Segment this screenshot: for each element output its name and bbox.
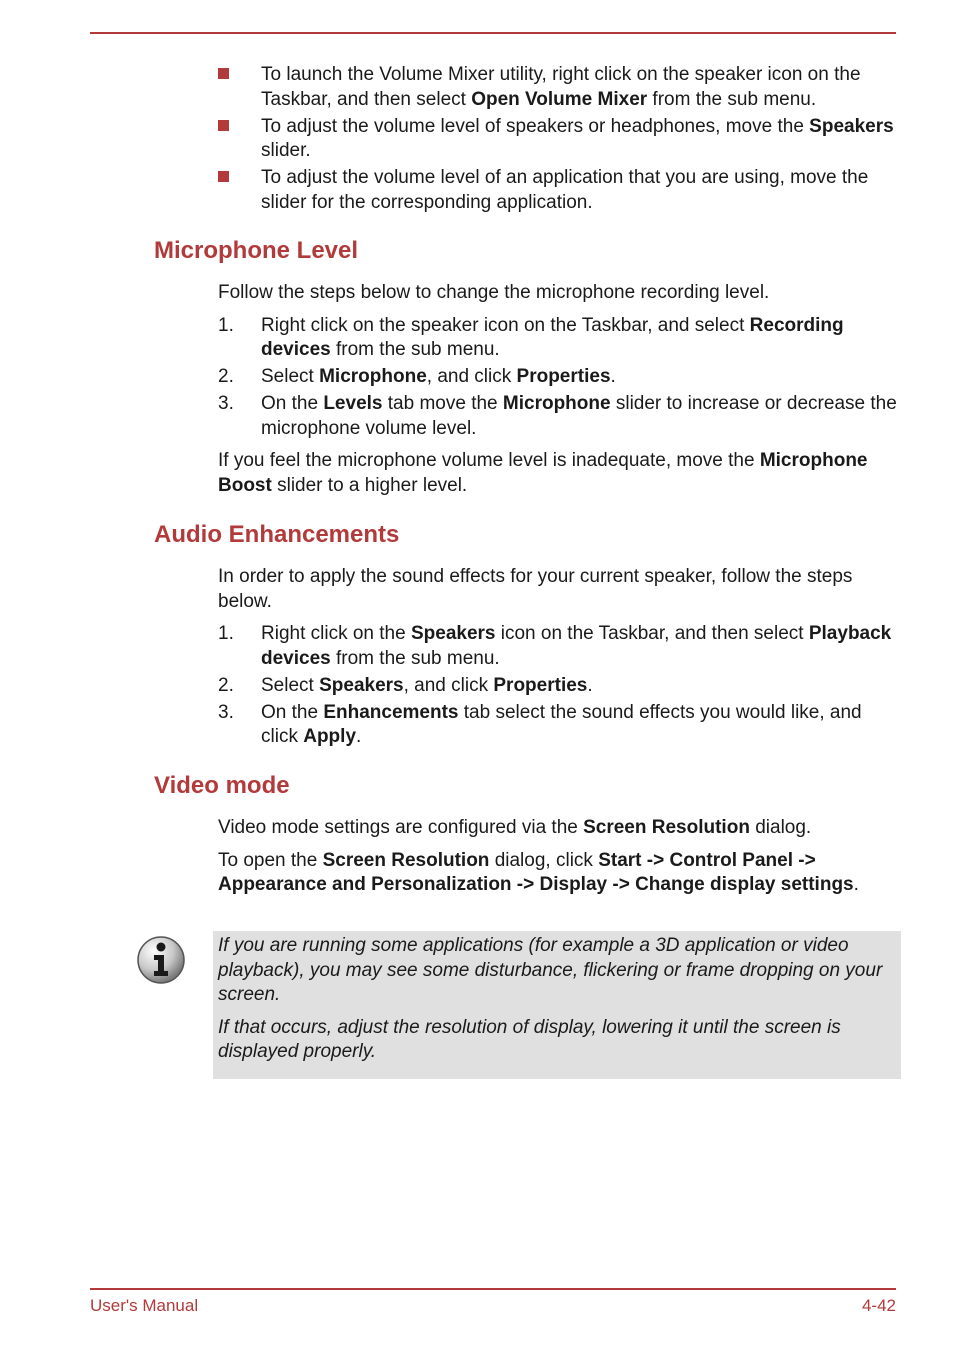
- bullet-square-icon: [218, 171, 229, 182]
- bullet-item: To launch the Volume Mixer utility, right click on the speaker icon on the Taskbar, and then select Open Volume Mixer from the sub menu.: [216, 63, 906, 112]
- page-number: 4-42: [861, 1296, 896, 1315]
- paragraph: In order to apply the sound effects for your current speaker, follow the steps below.: [218, 566, 853, 612]
- note-paragraph: If that occurs, adjust the resolution of display, lowering it until the screen is displayed properly.: [218, 1016, 841, 1062]
- list-item: 2. Select Speakers, and click Properties.: [218, 674, 593, 696]
- steps-list: [218, 622, 898, 750]
- paragraph: Video mode settings are configured via the Screen Resolution dialog.: [218, 817, 812, 838]
- footer-manual-title: User's Manual: [90, 1296, 199, 1315]
- list-item: 3. On the Enhancements tab select the sound effects you would like, and click Apply.: [218, 701, 862, 747]
- note-paragraph: If you are running some applications (for example a 3D application or video playback), you may see some disturbance, flickering or frame dropping on your screen.: [218, 935, 883, 1005]
- header-rule: [90, 32, 896, 34]
- paragraph: To open the Screen Resolution dialog, click Start -> Control Panel -> Appearance and Personalization -> Display -> Change display settings.: [218, 849, 859, 895]
- list-item: 1. Right click on the Speakers icon on the Taskbar, and then select Playback devices from the sub menu.: [218, 623, 892, 669]
- bullet-item: To adjust the volume level of an application that you are using, move the slider for the corresponding application.: [216, 166, 906, 215]
- bullet-square-icon: [218, 120, 229, 131]
- heading-microphone-level: Microphone Level: [154, 237, 359, 264]
- footer-rule: [90, 1288, 896, 1290]
- list-item: 1. Right click on the speaker icon on the Taskbar, and select Recording devices from the sub menu.: [218, 314, 844, 360]
- bullet-list: [216, 63, 906, 218]
- audio-section: [218, 565, 898, 758]
- list-item: 2. Select Microphone, and click Properties.: [218, 366, 616, 387]
- steps-list: [218, 314, 898, 442]
- heading-audio-enhancements: Audio Enhancements: [154, 521, 400, 548]
- list-item: 3. On the Levels tab move the Microphone slider to increase or decrease the microphone volume level.: [218, 393, 897, 439]
- microphone-section: [218, 281, 898, 506]
- bullet-square-icon: [218, 68, 229, 79]
- video-section: [218, 816, 898, 906]
- info-icon: [136, 935, 186, 985]
- paragraph: If you feel the microphone volume level is inadequate, move the Microphone Boost slider to a higher level.: [218, 450, 868, 496]
- paragraph: Follow the steps below to change the microphone recording level.: [218, 282, 770, 303]
- note-box: [213, 931, 901, 1079]
- heading-video-mode: Video mode: [154, 772, 290, 799]
- bullet-item: To adjust the volume level of speakers or headphones, move the Speakers slider.: [216, 115, 906, 164]
